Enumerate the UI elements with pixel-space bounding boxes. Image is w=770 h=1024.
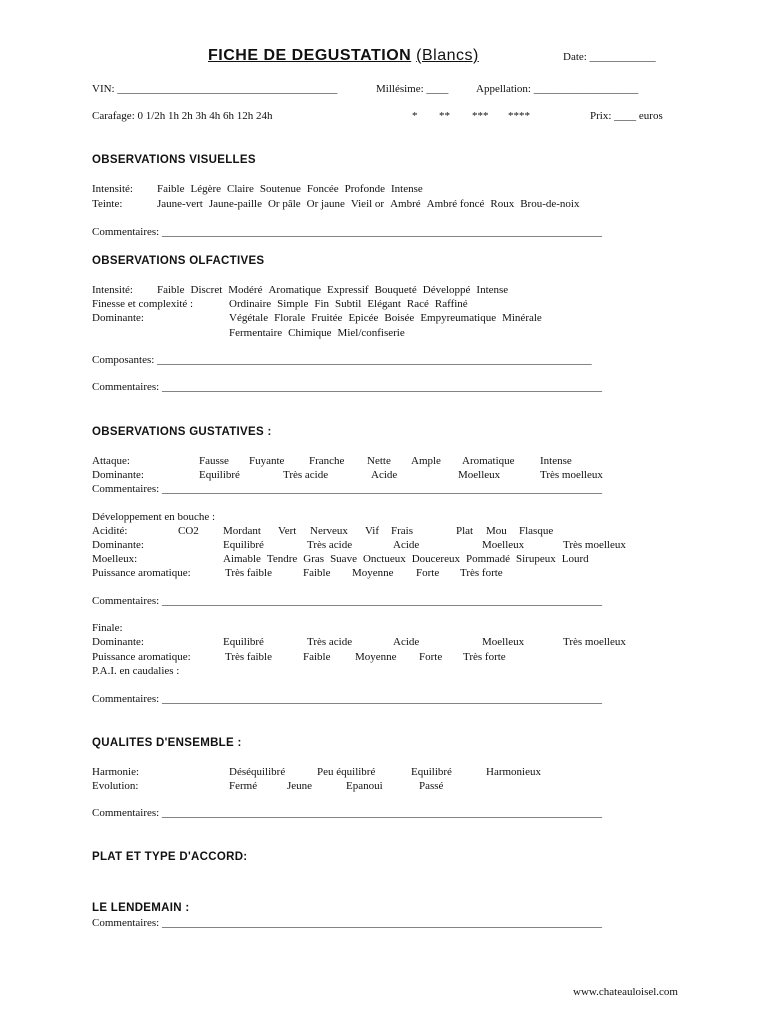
option[interactable]: Nette <box>367 455 391 467</box>
gus-commentaires-3[interactable]: Commentaires: ________________________________________________________________________________ <box>92 693 602 705</box>
option[interactable]: Frais <box>391 525 413 537</box>
vis-intensite-label: Intensité: <box>92 183 133 195</box>
website-link[interactable]: www.chateauloisel.com <box>573 986 678 998</box>
option[interactable]: Aimable <box>223 553 261 565</box>
option[interactable]: Equilibré <box>223 636 264 648</box>
option[interactable]: Foncée <box>306 183 339 195</box>
option[interactable]: Faible <box>303 651 331 663</box>
olf-intensite-options <box>157 284 514 296</box>
option[interactable]: Mou <box>486 525 507 537</box>
option[interactable]: Epicée <box>348 312 379 324</box>
option[interactable]: Passé <box>419 780 444 792</box>
olf-finesse-label: Finesse et complexité : <box>92 298 194 310</box>
option[interactable]: Moyenne <box>355 651 397 663</box>
option[interactable]: Empyreumatique <box>420 312 497 324</box>
option[interactable]: Forte <box>416 567 440 579</box>
ens-commentaires[interactable]: Commentaires: ________________________________________________________________________________ <box>92 807 602 819</box>
option[interactable]: Jaune-paille <box>208 198 262 210</box>
option[interactable]: Raffiné <box>434 298 468 310</box>
gus-moelleux-options <box>223 553 595 565</box>
option[interactable]: Expressif <box>327 284 369 296</box>
option[interactable]: Acide <box>371 469 398 481</box>
option[interactable]: Onctueux <box>362 553 406 565</box>
option[interactable]: Très acide <box>307 636 353 648</box>
vin-field[interactable]: VIN: ________________________________________ <box>92 83 338 95</box>
option[interactable]: Flasque <box>519 525 554 537</box>
option[interactable]: Moelleux <box>482 636 525 648</box>
carafage-field: Carafage: 0 1/2h 1h 2h 3h 4h 6h 12h 24h <box>92 110 273 122</box>
olf-commentaires[interactable]: Commentaires: ________________________________________________________________________________ <box>92 381 602 393</box>
option[interactable]: Fermentaire <box>229 327 283 339</box>
option[interactable]: Elégant <box>367 298 401 310</box>
option[interactable]: Equilibré <box>199 469 240 481</box>
option[interactable]: Suave <box>330 553 357 565</box>
option[interactable]: Bouqueté <box>374 284 417 296</box>
option[interactable]: Mordant <box>223 525 261 537</box>
vis-commentaires[interactable]: Commentaires: ________________________________________________________________________________ <box>92 226 602 238</box>
option[interactable]: Développé <box>422 284 471 296</box>
gus-finale-label: Finale: <box>92 622 123 634</box>
option[interactable]: Jaune-vert <box>157 198 203 210</box>
lendemain-commentaires[interactable]: Commentaires: ________________________________________________________________________________ <box>92 917 602 929</box>
option[interactable]: Modéré <box>228 284 263 296</box>
option[interactable]: Soutenue <box>259 183 301 195</box>
page-title <box>208 47 479 65</box>
option[interactable]: Or pâle <box>267 198 301 210</box>
option[interactable]: Faible <box>303 567 331 579</box>
option[interactable]: Intense <box>476 284 509 296</box>
option[interactable]: Racé <box>406 298 429 310</box>
option[interactable]: Chimique <box>288 327 332 339</box>
option[interactable]: Sirupeux <box>515 553 556 565</box>
option[interactable]: Discret <box>190 284 223 296</box>
option[interactable]: Faible <box>157 284 185 296</box>
option[interactable]: Claire <box>227 183 254 195</box>
olf-dominante-label: Dominante: <box>92 312 144 324</box>
option[interactable]: Fuyante <box>249 455 285 467</box>
option[interactable]: Moelleux <box>458 469 501 481</box>
millesime-field[interactable]: Millésime: ____ <box>376 83 449 95</box>
option[interactable]: Très faible <box>225 567 272 579</box>
option[interactable]: Vert <box>278 525 297 537</box>
vis-teinte-options <box>157 198 585 210</box>
option[interactable]: Or jaune <box>306 198 345 210</box>
gus-co2[interactable]: CO2 <box>178 525 199 537</box>
option[interactable]: Franche <box>309 455 345 467</box>
option[interactable]: Simple <box>277 298 309 310</box>
title-main: FICHE DE DEGUSTATION <box>208 47 412 64</box>
option[interactable]: Lourd <box>561 553 589 565</box>
gus-moelleux-label: Moelleux: <box>92 553 138 565</box>
olf-dominante-options-1 <box>229 312 548 324</box>
option[interactable]: Epanoui <box>346 780 383 792</box>
option[interactable]: Profonde <box>344 183 385 195</box>
option[interactable]: Doucereux <box>411 553 460 565</box>
option[interactable]: Très faible <box>225 651 272 663</box>
gus-dev-dominante-label: Dominante: <box>92 539 144 551</box>
gus-fin-puissance-label: Puissance aromatique: <box>92 651 191 663</box>
option[interactable]: Fin <box>314 298 330 310</box>
option[interactable]: Peu équilibré <box>317 766 376 778</box>
lendemain-heading: LE LENDEMAIN : <box>92 902 190 914</box>
gus-developpement-label: Développement en bouche : <box>92 511 216 523</box>
option[interactable]: Florale <box>274 312 306 324</box>
gus-dominante-label: Dominante: <box>92 469 144 481</box>
option[interactable]: Intense <box>540 455 572 467</box>
option[interactable]: Très forte <box>463 651 506 663</box>
gus-attaque-label: Attaque: <box>92 455 130 467</box>
option[interactable]: Végétale <box>229 312 269 324</box>
option[interactable]: Vieil or <box>350 198 385 210</box>
option[interactable]: Légère <box>190 183 222 195</box>
stars-3: *** <box>472 110 489 122</box>
option[interactable]: Subtil <box>335 298 362 310</box>
vis-teinte-label: Teinte: <box>92 198 123 210</box>
date-field[interactable]: Date: ____________ <box>563 51 656 63</box>
option[interactable]: Faible <box>157 183 185 195</box>
option[interactable]: Brou-de-noix <box>520 198 580 210</box>
stars-2: ** <box>439 110 450 122</box>
option[interactable]: Vif <box>365 525 380 537</box>
olfactives-heading: OBSERVATIONS OLFACTIVES <box>92 255 265 267</box>
option[interactable]: Aromatique <box>462 455 515 467</box>
option[interactable]: Moyenne <box>352 567 394 579</box>
stars-4: **** <box>508 110 530 122</box>
gus-fin-dominante-label: Dominante: <box>92 636 144 648</box>
option[interactable]: Equilibré <box>223 539 264 551</box>
ens-evolution-label: Evolution: <box>92 780 139 792</box>
option[interactable]: Ambré foncé <box>426 198 485 210</box>
option[interactable]: Acide <box>393 539 420 551</box>
option[interactable]: Très moelleux <box>563 636 626 648</box>
gus-commentaires-2[interactable]: Commentaires: ________________________________________________________________________________ <box>92 595 602 607</box>
stars-1: * <box>412 110 418 122</box>
option[interactable]: Ordinaire <box>229 298 272 310</box>
option[interactable]: Pommadé <box>465 553 510 565</box>
option[interactable]: Minérale <box>502 312 542 324</box>
option[interactable]: Ample <box>411 455 441 467</box>
gus-pai-label[interactable]: P.A.I. en caudalies : <box>92 665 180 677</box>
option[interactable]: Ambré <box>390 198 421 210</box>
option[interactable]: Très acide <box>283 469 329 481</box>
option[interactable]: Jeune <box>287 780 313 792</box>
option[interactable]: Acide <box>393 636 420 648</box>
option[interactable]: Forte <box>419 651 443 663</box>
gus-commentaires-1[interactable]: Commentaires: ________________________________________________________________________________ <box>92 483 602 495</box>
vis-intensite-options <box>157 183 429 195</box>
option[interactable]: Miel/confiserie <box>337 327 405 339</box>
gustatives-heading: OBSERVATIONS GUSTATIVES : <box>92 426 272 438</box>
option[interactable]: Aromatique <box>268 284 322 296</box>
olf-dominante-options-2 <box>229 327 411 339</box>
option[interactable]: Equilibré <box>411 766 452 778</box>
option[interactable]: Intense <box>390 183 423 195</box>
visuelles-heading: OBSERVATIONS VISUELLES <box>92 154 256 166</box>
olf-finesse-options <box>229 298 474 310</box>
option[interactable]: Très moelleux <box>540 469 603 481</box>
olf-composantes[interactable]: Composantes: _______________________________________________________________________________ <box>92 354 592 366</box>
option[interactable]: Nerveux <box>310 525 348 537</box>
option[interactable]: Déséquilibré <box>229 766 286 778</box>
option[interactable]: Fermé <box>229 780 258 792</box>
option[interactable]: Fausse <box>199 455 229 467</box>
olf-intensite-label: Intensité: <box>92 284 133 296</box>
option[interactable]: Tendre <box>266 553 298 565</box>
option[interactable]: Moelleux <box>482 539 525 551</box>
ensemble-heading: QUALITES D'ENSEMBLE : <box>92 737 242 749</box>
appellation-field[interactable]: Appellation: ___________________ <box>476 83 639 95</box>
option[interactable]: Plat <box>456 525 474 537</box>
accord-heading: PLAT ET TYPE D'ACCORD: <box>92 851 248 863</box>
title-subtitle: (Blancs) <box>416 47 479 64</box>
option[interactable]: Gras <box>303 553 325 565</box>
option[interactable]: Très forte <box>460 567 503 579</box>
option[interactable]: Très acide <box>307 539 353 551</box>
option[interactable]: Boisée <box>384 312 415 324</box>
prix-field[interactable]: Prix: ____ euros <box>590 110 663 122</box>
ens-harmonie-label: Harmonie: <box>92 766 140 778</box>
option[interactable]: Roux <box>490 198 515 210</box>
option[interactable]: Harmonieux <box>486 766 541 778</box>
gus-acidite-label: Acidité: <box>92 525 128 537</box>
option[interactable]: Fruitée <box>311 312 343 324</box>
option[interactable]: Très moelleux <box>563 539 626 551</box>
gus-puissance-label: Puissance aromatique: <box>92 567 191 579</box>
